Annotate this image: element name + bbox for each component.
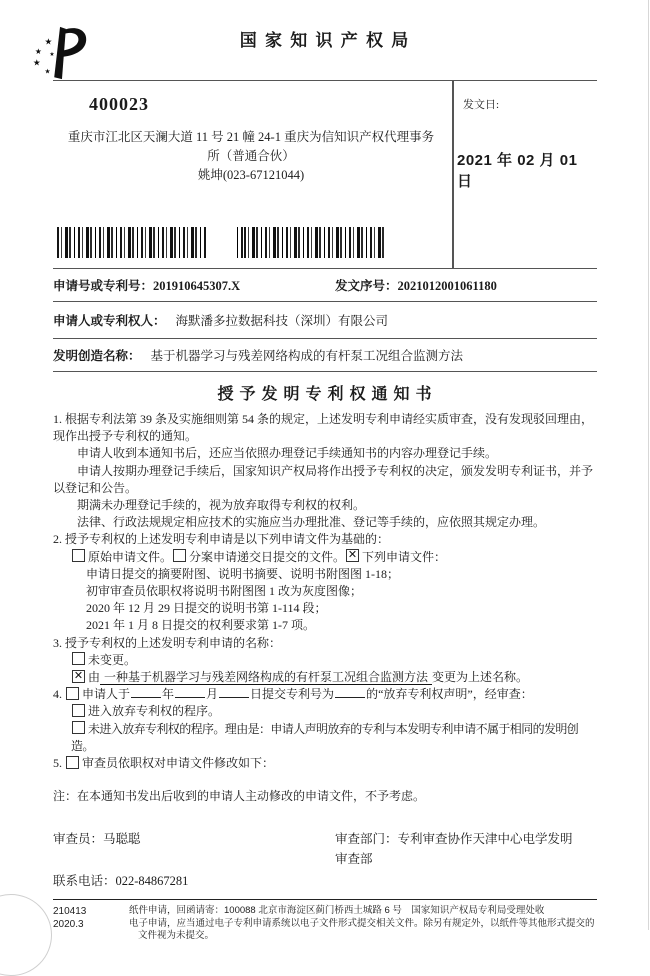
recipient-postcode: 400023: [89, 94, 149, 114]
dispatch-date-label: 发文日:: [463, 99, 500, 111]
examiner-line: [53, 829, 335, 847]
notice-line: [53, 531, 597, 548]
phone-line: [53, 871, 335, 889]
notice-line: [53, 788, 597, 805]
text-segment: 1. 根据专利法第 39 条及实施细则第 54 条的规定，上述发明专利申请经实质审查，没有发现驳回理由，现作出授予专利权的通知。: [53, 412, 594, 444]
department-name: 专利审查协作天津中心电学发明: [397, 832, 573, 847]
notice-line: [53, 514, 597, 531]
text-segment: 的“放弃专利权声明”，经审查：: [366, 687, 533, 702]
blank-underline: [219, 686, 249, 698]
checkbox-unchecked-icon: [66, 756, 79, 769]
vertical-divider: [452, 81, 454, 268]
form-code-column: [53, 905, 129, 943]
application-number-row: [53, 269, 597, 302]
phone-value: 022-84867281: [115, 874, 189, 889]
footer-instructions: [129, 905, 597, 943]
application-number-label: 申请号或专利号：: [53, 279, 154, 293]
text-segment: 初审审查员依职权将说明书附图图 1 改为灰度图像；: [86, 584, 363, 599]
notice-line: [53, 497, 597, 514]
footer-line: 纸件申请，回函请寄：100088 北京市海淀区蓟门桥西土城路 6 号 国家知识产权局专利局受理处收: [129, 905, 545, 917]
text-segment: 申请人按期办理登记手续后，国家知识产权局将作出授予专利权的决定，颁发发明专利证书，并予以登记和公告。: [53, 463, 594, 495]
text-segment: 4.: [53, 687, 65, 702]
text-segment: 审查员依职权对申请文件修改如下：: [82, 756, 275, 771]
form-footer: [53, 899, 597, 943]
application-number-cell: [53, 276, 335, 294]
text-segment: 2020 年 12 月 29 日提交的说明书第 1-114 段；: [86, 601, 327, 616]
checkbox-checked-icon: [72, 670, 85, 683]
dispatch-date-value: 2021 年 02 月 01 日: [457, 152, 578, 190]
applicant-label: 申请人或专利权人：: [53, 314, 166, 328]
svg-text:★: ★: [49, 51, 55, 58]
text-segment: 下列申请文件：: [362, 549, 447, 564]
notice-line: [86, 583, 597, 600]
text-segment: 申请人于: [82, 687, 131, 702]
notice-line: [71, 721, 597, 755]
application-number-value: 201910645307.X: [153, 279, 241, 293]
invention-title-row: [53, 339, 597, 372]
footer-line: 文件视为未提交。: [138, 930, 215, 942]
svg-text:★: ★: [32, 58, 41, 69]
address-dispatch-section: [53, 81, 597, 269]
blank-underline: [131, 686, 161, 698]
text-segment: 注：在本通知书发出后收到的申请人主动修改的申请文件，不予考虑。: [53, 789, 426, 804]
text-segment: 由: [88, 670, 101, 685]
text-segment: 5.: [53, 756, 65, 771]
phone-label: 联系电话：: [53, 874, 116, 889]
notice-line: [53, 463, 597, 497]
checkbox-checked-icon: [346, 549, 359, 562]
checkbox-unchecked-icon: [72, 549, 85, 562]
department-label: 审查部门：: [335, 832, 398, 847]
text-segment: 原始申请文件。: [88, 549, 173, 564]
notice-line: [71, 549, 597, 566]
text-segment: 3. 授予专利权的上述发明专利申请的名称：: [53, 635, 282, 650]
notice-line: [53, 755, 597, 772]
checkbox-unchecked-icon: [72, 704, 85, 717]
text-segment: 变更为上述名称。: [432, 670, 529, 685]
applicant-value: 海默潘多拉数据科技（深圳）有限公司: [175, 314, 389, 328]
svg-text:★: ★: [44, 67, 51, 76]
svg-text:★: ★: [44, 37, 53, 48]
recipient-address: [55, 128, 447, 185]
scan-corner-artifact: [0, 894, 52, 976]
checkbox-unchecked-icon: [173, 549, 186, 562]
text-segment: 日提交专利号为: [250, 687, 335, 702]
barcode-right: [237, 227, 387, 258]
text-segment: 进入放弃专利权的程序。: [88, 704, 221, 719]
notice-line: [71, 703, 597, 720]
notice-body: [53, 411, 597, 805]
notice-line: [71, 652, 597, 669]
text-segment: 年: [162, 687, 175, 702]
serial-number-label: 发文序号：: [335, 279, 398, 293]
underlined-text: 一种基于机器学习与残差网络构成的有杆泵工况组合监测方法: [100, 670, 432, 685]
blank-underline: [335, 686, 365, 698]
notice-line: [86, 617, 597, 634]
notice-line: [53, 686, 597, 703]
text-segment: 未进入放弃专利权的程序。理由是：申请人声明放弃的专利与本发明专利申请不属于相同的发明创造。: [71, 721, 579, 753]
notice-line: [53, 411, 597, 445]
notice-line: [71, 669, 597, 686]
checkbox-unchecked-icon: [72, 721, 85, 734]
text-segment: 2. 授予专利权的上述发明专利申请是以下列申请文件为基础的：: [53, 532, 390, 547]
examiner-column: [53, 829, 335, 889]
notice-line: [53, 445, 597, 462]
invention-title-value: 基于机器学习与残差网络构成的有杆泵工况组合监测方法: [150, 349, 464, 363]
text-segment: 申请日提交的摘要附图、说明书摘要、说明书附图图 1-18；: [86, 566, 399, 581]
notice-title: 授 予 发 明 专 利 权 通 知 书: [217, 386, 433, 403]
text-segment: 月: [206, 687, 219, 702]
text-segment: 2021 年 1 月 8 日提交的权利要求第 1-7 项。: [86, 618, 315, 633]
invention-title-label: 发明创造名称：: [53, 349, 141, 363]
text-segment: 未变更。: [88, 652, 137, 667]
text-segment: 分案申请递交日提交的文件。: [189, 549, 346, 564]
barcode-left: [57, 227, 207, 258]
blank-underline: [175, 686, 205, 698]
text-segment: 法律、行政法规规定相应技术的实施应当办理批准、登记等手续的，应依照其规定办理。: [77, 515, 546, 530]
department-column: [335, 829, 597, 889]
address-line: 所（普通合伙）: [207, 149, 295, 163]
notice-line: [86, 600, 597, 617]
form-code-number: 210413: [53, 906, 87, 918]
checkbox-unchecked-icon: [66, 687, 79, 700]
form-code-version: 2020.3: [53, 919, 84, 931]
document-header: [32, 0, 597, 81]
examiner-label: 审查员：: [53, 832, 104, 847]
text-segment: 期满未办理登记手续的，视为放弃取得专利权的权利。: [77, 498, 366, 513]
signature-block: [53, 829, 597, 889]
serial-number-value: 2021012001061180: [397, 279, 497, 293]
notice-line: [53, 635, 597, 652]
department-line2: 审查部: [335, 852, 373, 867]
notice-line: [86, 566, 597, 583]
svg-text:★: ★: [34, 47, 42, 57]
address-line: 姚坤(023-67121044): [197, 168, 305, 182]
applicant-row: [53, 302, 597, 339]
serial-number-cell: [335, 276, 497, 294]
scan-edge-artifact: [648, 0, 649, 930]
address-line: 重庆市江北区天澜大道 11 号 21 幢 24-1 重庆为信知识产权代理事务: [67, 130, 435, 144]
cnipa-emblem-icon: [31, 24, 91, 84]
department-line1: [335, 829, 597, 849]
checkbox-unchecked-icon: [72, 652, 85, 665]
text-segment: 申请人收到本通知书后，还应当依照办理登记手续通知书的内容办理登记手续。: [77, 446, 498, 461]
footer-line: 电子申请，应当通过电子专利申请系统以电子文件形式提交相关文件。除另有规定外，以纸件等其他形式提交的: [129, 917, 595, 929]
agency-title: 国 家 知 识 产 权 局: [239, 31, 411, 50]
examiner-name: 马聪聪: [103, 832, 141, 847]
